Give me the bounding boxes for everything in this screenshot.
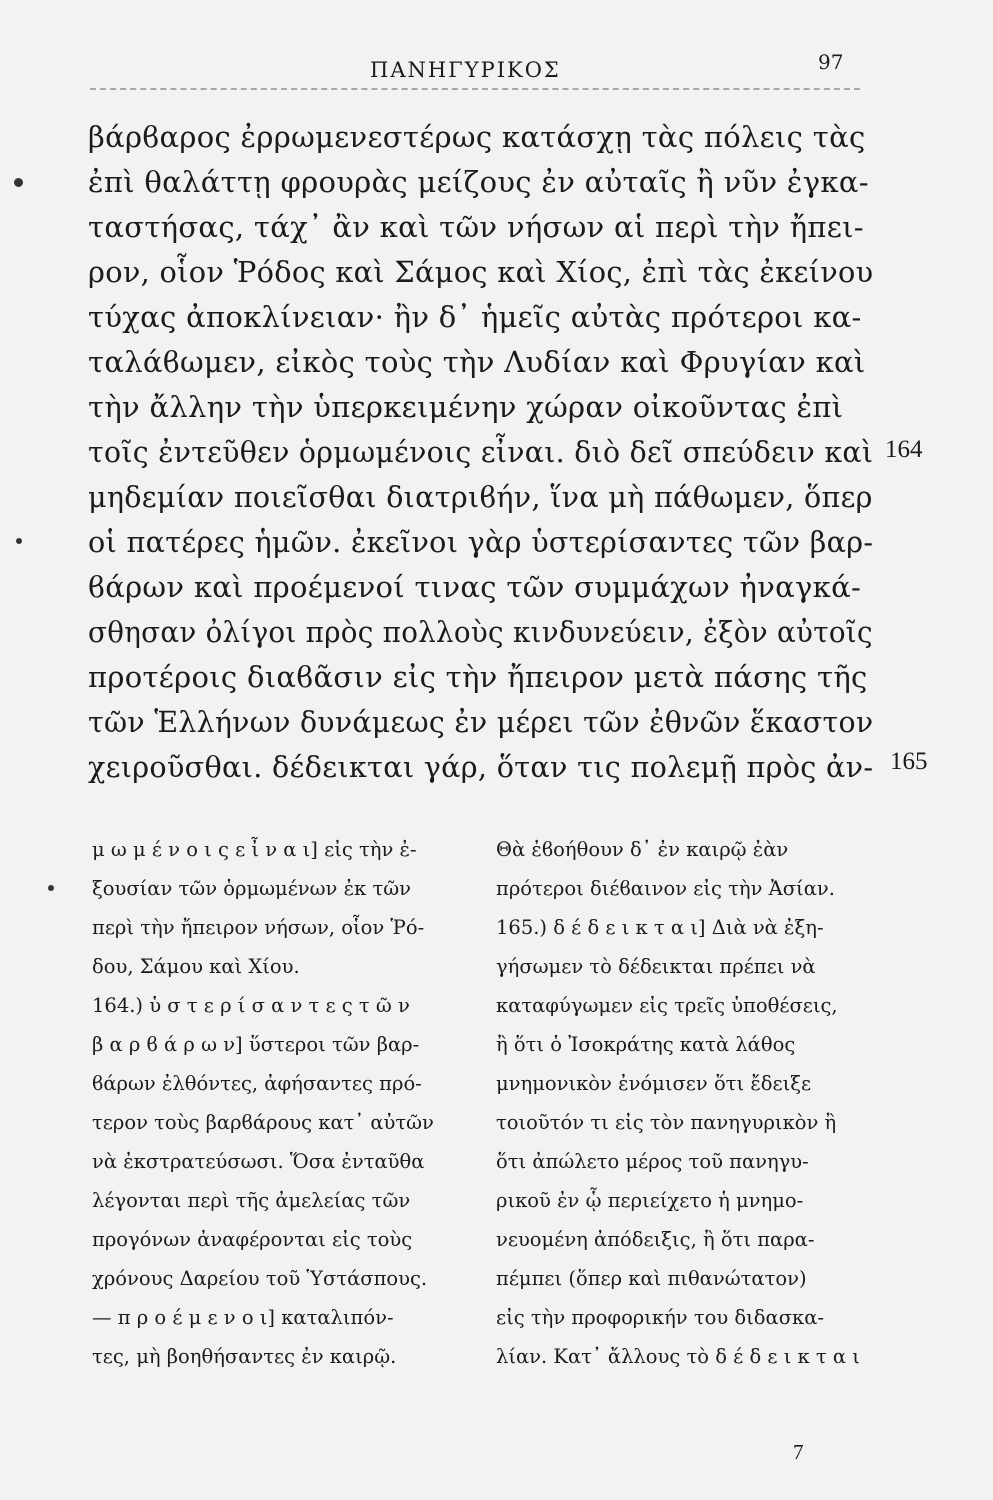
- scan-speck: [16, 538, 22, 544]
- note-line: ξουσίαν τῶν ὁρμωμένων ἐκ τῶν: [92, 877, 412, 900]
- main-line: τύχας ἀποκλίνειαν· ἢν δ᾽ ἡμεῖς αὐτὰς πρότεροι κα-: [88, 300, 862, 334]
- main-line: ἐπὶ θαλάττῃ φρουρὰς μείζους ἐν αὐταῖς ἢ νῦν ἐγκα-: [88, 165, 869, 199]
- note-line: μ ω μ έ ν ο ι ς ε ἶ ν α ι] εἰς τὴν ἐ-: [92, 838, 417, 861]
- note-line: — π ρ ο έ μ ε ν ο ι] καταλιπόν-: [92, 1306, 394, 1329]
- note-line: τοιοῦτόν τι εἰς τὸν πανηγυρικὸν ἢ: [496, 1111, 837, 1134]
- note-line: λίαν. Κατ᾽ ἄλλους τὸ δ έ δ ε ι κ τ α ι: [496, 1345, 860, 1368]
- note-line: τες, μὴ βοηθήσαντες ἐν καιρῷ.: [92, 1345, 397, 1368]
- note-line: 165.) δ έ δ ε ι κ τ α ι] Διὰ νὰ ἐξη-: [496, 916, 824, 939]
- note-line: εἰς τὴν προφορικήν του διδασκα-: [496, 1306, 824, 1329]
- note-line: καταφύγωμεν εἰς τρεῖς ὑποθέσεις,: [496, 994, 838, 1017]
- page-number: 97: [818, 50, 844, 74]
- note-line: ὅτι ἀπώλετο μέρος τοῦ πανηγυ-: [496, 1150, 809, 1173]
- note-line: τερον τοὺς βαρϐάρους κατ᾽ αὐτῶν: [92, 1111, 434, 1134]
- main-line: χειροῦσθαι. δέδεικται γάρ, ὅταν τις πολεμῇ πρὸς ἀν-: [88, 750, 874, 784]
- note-line: νευομένη ἀπόδειξις, ἢ ὅτι παρα-: [496, 1228, 815, 1251]
- note-line: λέγονται περὶ τῆς ἀμελείας τῶν: [92, 1189, 411, 1212]
- main-line: προτέροις διαϐᾶσιν εἰς τὴν ἤπειρον μετὰ πάσης τῆς: [88, 660, 868, 694]
- main-line: ταστήσας, τάχ᾽ ἂν καὶ τῶν νήσων αἱ περὶ τὴν ἤπει-: [88, 210, 864, 244]
- running-head-title: ΠΑΝΗΓΥΡΙΚΟΣ: [370, 58, 561, 82]
- main-line: ταλάϐωμεν, εἰκὸς τοὺς τὴν Λυδίαν καὶ Φρυγίαν καὶ: [88, 345, 866, 379]
- header-rule: [90, 88, 860, 90]
- note-line: ἢ ὅτι ὁ Ἰσοκράτης κατὰ λάθος: [496, 1033, 796, 1056]
- main-line: τὴν ἄλλην τὴν ὑπερκειμένην χώραν οἰκοῦντας ἐπὶ: [88, 390, 844, 424]
- note-line: νὰ ἐκστρατεύσωσι. Ὅσα ἐνταῦθα: [92, 1150, 425, 1173]
- margin-section-number: 164: [885, 436, 923, 463]
- main-line: μηδεμίαν ποιεῖσθαι διατριϐήν, ἵνα μὴ πάθωμεν, ὅπερ: [88, 480, 873, 514]
- note-line: γήσωμεν τὸ δέδεικται πρέπει νὰ: [496, 955, 816, 978]
- note-line: χρόνους Δαρείου τοῦ Ὑστάσπους.: [92, 1267, 428, 1290]
- note-line: πέμπει (ὅπερ καὶ πιθανώτατον): [496, 1267, 807, 1290]
- note-line: 164.) ὑ σ τ ε ρ ί σ α ν τ ε ς τ ῶ ν: [92, 994, 410, 1017]
- main-line: τοῖς ἐντεῦθεν ὁρμωμένοις εἶναι. διὸ δεῖ σπεύδειν καὶ: [88, 435, 874, 469]
- note-line: πρότεροι διέϐαινον εἰς τὴν Ἀσίαν.: [496, 877, 835, 900]
- note-line: περὶ τὴν ἤπειρον νήσων, οἷον Ῥό-: [92, 916, 425, 939]
- note-line: μνημονικὸν ἐνόμισεν ὅτι ἔδειξε: [496, 1072, 812, 1095]
- scan-speck: [48, 885, 54, 891]
- note-line: Θὰ ἐϐοήθουν δ᾽ ἐν καιρῷ ἐὰν: [496, 838, 789, 861]
- main-line: ϐάρων καὶ προέμενοί τινας τῶν συμμάχων ἠναγκά-: [88, 570, 862, 604]
- main-line: σθησαν ὀλίγοι πρὸς πολλοὺς κινδυνεύειν, ἐξὸν αὐτοῖς: [88, 615, 873, 649]
- margin-section-number: 165: [890, 748, 928, 775]
- note-line: ρικοῦ ἐν ᾧ περιείχετο ἡ μνημο-: [496, 1189, 804, 1212]
- main-line: ρον, οἷον Ῥόδος καὶ Σάμος καὶ Χίος, ἐπὶ τὰς ἐκείνου: [88, 255, 874, 289]
- note-line: δου, Σάμου καὶ Χίου.: [92, 955, 300, 978]
- signature-mark: 7: [793, 1440, 804, 1464]
- main-line: τῶν Ἑλλήνων δυνάμεως ἐν μέρει τῶν ἐθνῶν ἕκαστον: [88, 705, 874, 739]
- note-line: β α ρ ϐ ά ρ ω ν] ὕστεροι τῶν βαρ-: [92, 1033, 420, 1056]
- main-line: οἱ πατέρες ἡμῶν. ἐκεῖνοι γὰρ ὑστερίσαντες τῶν βαρ-: [88, 525, 874, 559]
- main-line: βάρϐαρος ἐρρωμενεστέρως κατάσχῃ τὰς πόλεις τὰς: [88, 120, 866, 154]
- note-line: ϐάρων ἐλθόντες, ἀφήσαντες πρό-: [92, 1072, 422, 1095]
- note-line: προγόνων ἀναφέρονται εἰς τοὺς: [92, 1228, 413, 1251]
- scan-speck: [14, 178, 23, 187]
